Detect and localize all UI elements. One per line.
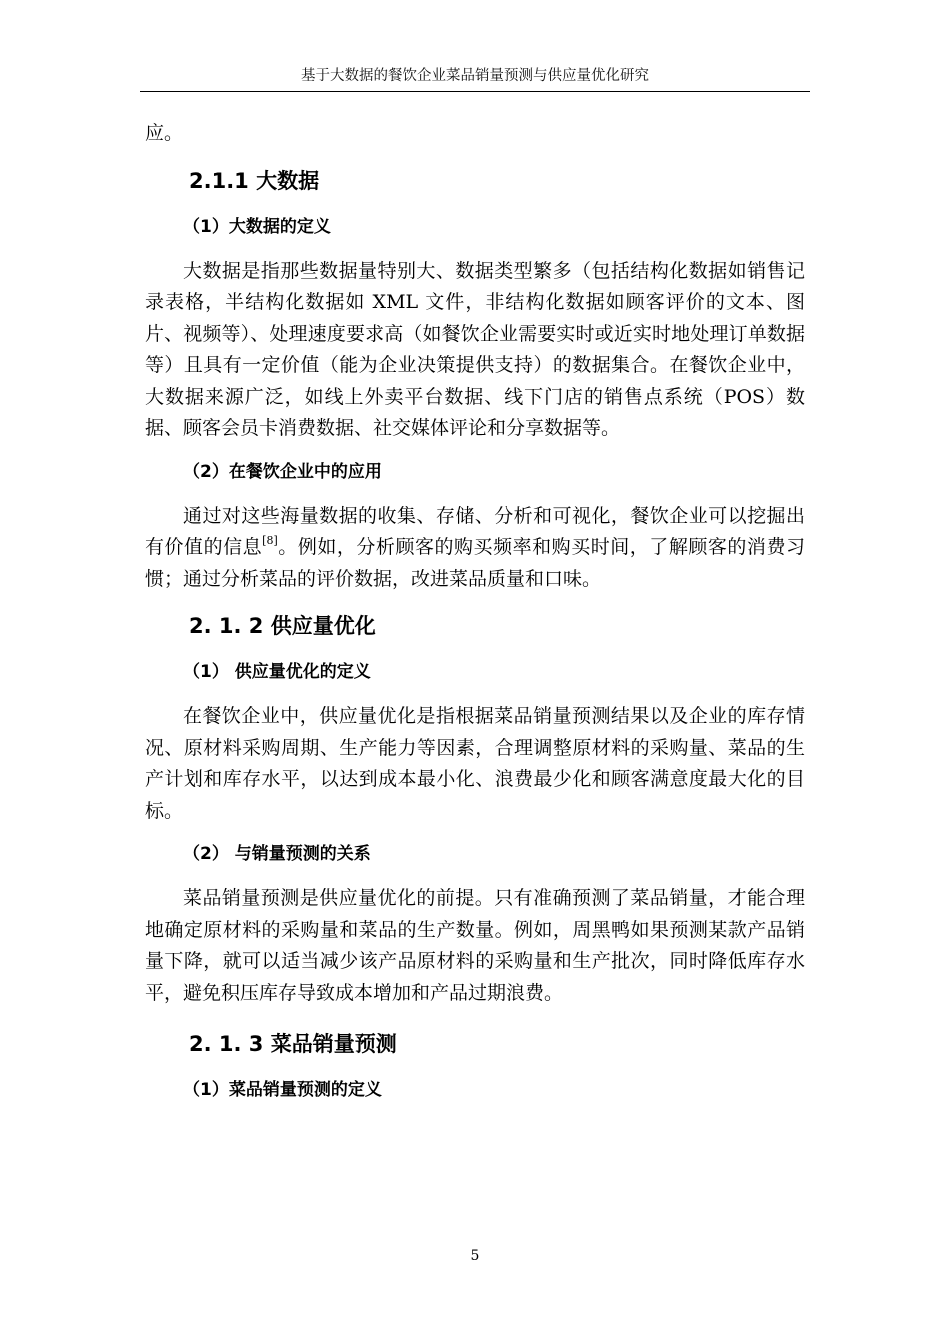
- running-header: 基于大数据的餐饮企业菜品销量预测与供应量优化研究: [301, 68, 649, 84]
- subheading-bigdata-application: （2）在餐饮企业中的应用: [183, 461, 382, 482]
- subheading-relation-to-forecast: （2） 与销量预测的关系: [183, 844, 371, 864]
- page-number: 5: [470, 1248, 480, 1264]
- subheading-forecast-definition: （1）菜品销量预测的定义: [183, 1080, 382, 1100]
- section-heading-2-1-1: 2.1.1 大数据: [189, 168, 320, 193]
- section-heading-2-1-3: 2. 1. 3 菜品销量预测: [189, 1032, 397, 1056]
- citation-ref: [8]: [262, 533, 278, 547]
- paragraph-relation-to-forecast: 菜品销量预测是供应量优化的前提。只有准确预测了菜品销量，才能合理地确定原材料的采购量和菜品的生产数量。例如，周黑鸭如果预测某款产品销量下降，就可以适当减少该产品原材料的采购量和生产批次，同时降低库存水平，避免积压库存导致成本增加和产品过期浪费。: [145, 887, 805, 1004]
- subheading-bigdata-definition: （1）大数据的定义: [183, 216, 331, 237]
- page-body: [145, 118, 805, 1105]
- header-rule: [140, 91, 810, 92]
- paragraph-bigdata-definition: 大数据是指那些数据量特别大、数据类型繁多（包括结构化数据如销售记录表格，半结构化数据如 XML 文件，非结构化数据如顾客评价的文本、图片、视频等）、处理速度要求高（如餐饮企业需要实时或近实时地处理订单数据等）且具有一定价值（能为企业决策提供支持）的数据集合。在餐饮企业中，大数据来源广泛，如线上外卖平台数据、线下门店的销售点系统（POS）数据、顾客会员卡消费数据、社交媒体评论和分享数据等。: [145, 259, 805, 439]
- paragraph-text: 。例如，分析顾客的购买频率和购买时间，了解顾客的消费习惯；通过分析菜品的评价数据，改进菜品质量和口味。: [145, 536, 805, 590]
- paragraph-text: 通过对这些海量数据的收集、存储、分析和可视化，餐饮企业可以挖掘出有价值的信息: [145, 504, 805, 558]
- paragraph-supply-definition: 在餐饮企业中，供应量优化是指根据菜品销量预测结果以及企业的库存情况、原材料采购周期、生产能力等因素，合理调整原材料的采购量、菜品的生产计划和库存水平，以达到成本最小化、浪费最少化和顾客满意度最大化的目标。: [145, 705, 805, 822]
- subheading-supply-definition: （1） 供应量优化的定义: [183, 662, 371, 682]
- section-heading-2-1-2: 2. 1. 2 供应量优化: [189, 614, 376, 638]
- paragraph-continuation: 应。: [145, 122, 184, 144]
- paragraph-bigdata-application: [145, 501, 805, 596]
